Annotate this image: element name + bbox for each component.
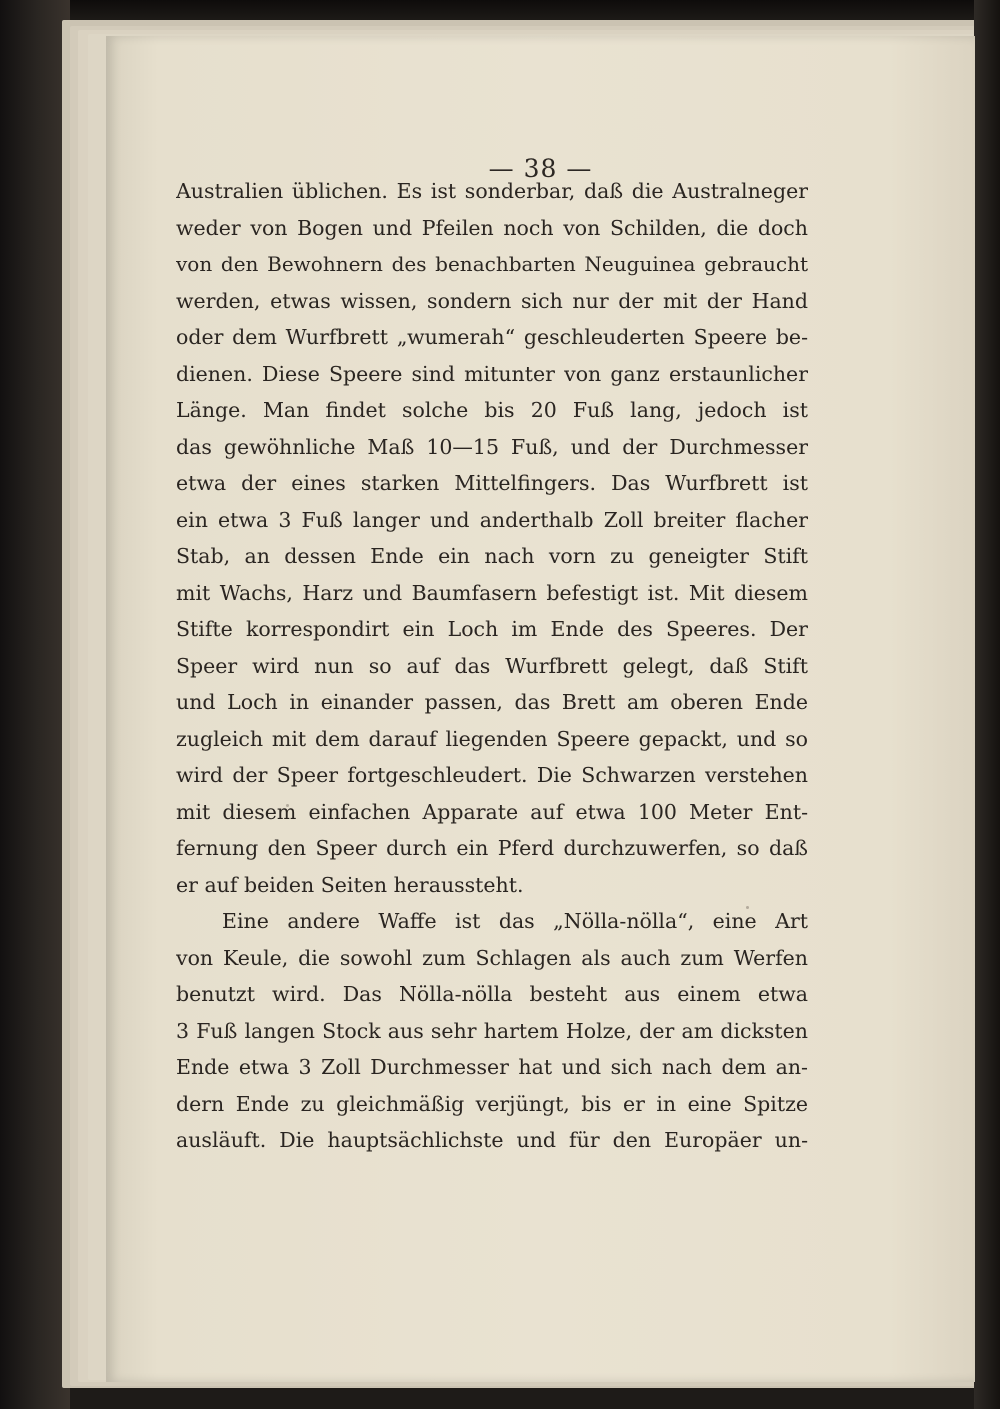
text-line: Stifte korrespondirt ein Loch im Ende des Speeres. Der [176, 617, 808, 641]
text-line: fernung den Speer durch ein Pferd durchzuwerfen, so daß [176, 836, 808, 860]
text-line: Speer wird nun so auf das Wurfbrett gelegt, daß Stift [176, 653, 808, 678]
page-number: — 38 — [488, 154, 593, 183]
text-line: und Loch in einander passen, das Brett am oberen Ende [176, 690, 808, 714]
text-line: Ende etwa 3 Zoll Durchmesser hat und sich nach dem an- [176, 1055, 808, 1079]
text-line: oder dem Wurfbrett „wumerah“ geschleuderten Speere be- [176, 325, 808, 349]
text-line: Australien üblichen. Es ist sonderbar, daß die Australneger [176, 179, 808, 203]
text-line: weder von Bogen und Pfeilen noch von Schilden, die doch [176, 215, 808, 240]
text-line: mit diesem einfachen Apparate auf etwa 100 Meter Ent- [176, 799, 808, 824]
text-line: Länge. Man findet solche bis 20 Fuß lang, jedoch ist [176, 398, 808, 422]
text-line: werden, etwas wissen, sondern sich nur der mit der Hand [176, 288, 808, 313]
text-line: benutzt wird. Das Nölla-nölla besteht aus einem etwa [176, 982, 808, 1006]
text-line: er auf beiden Seiten heraussteht. [176, 872, 524, 897]
text-line-paragraph-start: Eine andere Waffe ist das „Nölla-nölla“, eine Art [222, 909, 808, 933]
text-line: ein etwa 3 Fuß langer und anderthalb Zoll breiter flacher [176, 507, 808, 532]
text-line: Stab, an dessen Ende ein nach vorn zu geneigter Stift [176, 544, 808, 568]
body-text [176, 173, 808, 1159]
text-line: dern Ende zu gleichmäßig verjüngt, bis er in eine Spitze [176, 1091, 808, 1116]
text-line: das gewöhnliche Maß 10—15 Fuß, und der Durchmesser [176, 434, 808, 459]
text-line: von den Bewohnern des benachbarten Neuguinea gebraucht [176, 252, 808, 276]
scan-background-top [0, 0, 1000, 22]
text-line: 3 Fuß langen Stock aus sehr hartem Holze, der am dicksten [176, 1018, 808, 1043]
text-line: zugleich mit dem darauf liegenden Speere gepackt, und so [176, 726, 808, 751]
text-line: mit Wachs, Harz und Baumfasern befestigt ist. Mit diesem [176, 580, 808, 605]
text-line: dienen. Diese Speere sind mitunter von ganz erstaunlicher [176, 361, 808, 386]
text-line: wird der Speer fortgeschleudert. Die Schwarzen verstehen [176, 763, 808, 787]
text-line: ausläuft. Die hauptsächlichste und für den Europäer un- [176, 1128, 808, 1152]
scan-background-right [974, 0, 1000, 1409]
book-cover-edge [0, 0, 70, 1409]
text-line: von Keule, die sowohl zum Schlagen als auch zum Werfen [176, 945, 808, 970]
text-line: etwa der eines starken Mittelfingers. Das Wurfbrett ist [176, 471, 808, 495]
